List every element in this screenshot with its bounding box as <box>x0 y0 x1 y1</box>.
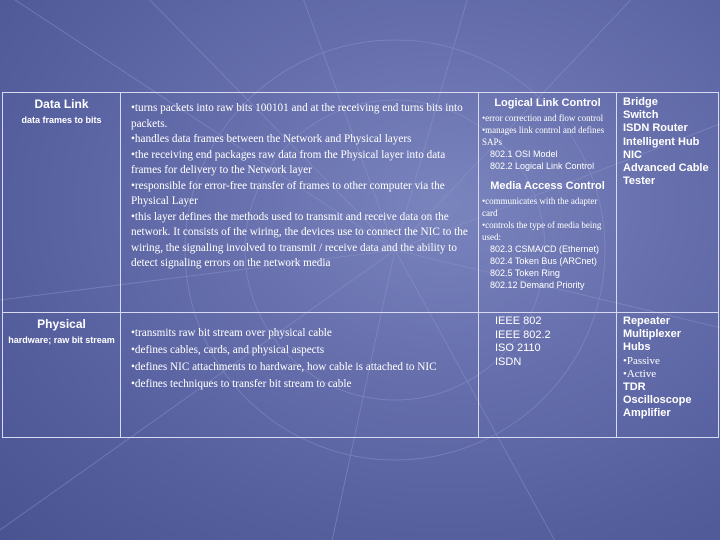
list-item: Amplifier <box>623 407 671 420</box>
sublayer-title: Logical Link Control <box>494 97 601 109</box>
description-cell <box>121 93 479 313</box>
devices-cell <box>617 93 719 313</box>
list-item: Hubs <box>623 341 651 354</box>
description-list <box>131 101 474 272</box>
list-item: Multiplexer <box>623 328 682 341</box>
list-item: • communicates with the adapter card <box>482 195 613 219</box>
list-item: • responsible for error-free transfer of frames to other computer via the Physical Layer <box>131 179 474 210</box>
standards-cell <box>479 313 617 438</box>
list-item: Oscilloscope <box>623 394 692 407</box>
standards-list <box>482 148 613 172</box>
list-item: IEEE 802 <box>495 315 542 327</box>
layer-name: Physical <box>37 317 86 331</box>
list-item: ISO 2110 <box>495 342 541 354</box>
list-item: • turns packets into raw bits 100101 and at the receiving end turns bits into packets. <box>131 101 474 132</box>
layer-subtitle: data frames to bits <box>21 115 102 125</box>
list-item: NIC <box>623 148 642 161</box>
layer-subtitle: hardware; raw bit stream <box>8 335 115 345</box>
list-item: IEEE 802.2 <box>495 328 551 341</box>
standards-list <box>482 243 613 291</box>
devices-cell <box>617 313 719 438</box>
list-item: • handles data frames between the Network and Physical layers <box>131 132 474 148</box>
list-item: TDR <box>623 381 646 394</box>
table-row-physical <box>3 313 719 438</box>
list-item: 802.3 CSMA/CD (Ethernet) <box>490 244 600 254</box>
sublayer-bullets <box>482 112 613 148</box>
list-item: • defines techniques to transfer bit stream to cable <box>131 376 474 393</box>
list-item: 802.5 Token Ring <box>490 268 560 278</box>
list-item: 802.4 Token Bus (ARCnet) <box>490 256 597 266</box>
list-item: ISDN <box>495 355 522 368</box>
list-item: Advanced Cable Tester <box>623 162 709 188</box>
devices-list <box>621 96 714 188</box>
sublayers-cell <box>479 93 617 313</box>
list-item: Switch <box>623 109 659 122</box>
list-item: 802.12 Demand Priority <box>490 280 585 290</box>
list-item: • defines cables, cards, and physical aspects <box>131 342 474 359</box>
sublayer-title: Media Access Control <box>490 180 605 192</box>
list-item: 802.2 Logical Link Control <box>490 161 595 171</box>
list-item: Repeater <box>623 315 671 327</box>
devices-list <box>621 315 714 421</box>
list-item: Bridge <box>623 96 658 108</box>
sublayer-bullets <box>482 195 613 243</box>
list-item: • defines NIC attachments to hardware, how cable is attached to NIC <box>131 359 474 376</box>
list-item: • controls the type of media being used: <box>482 219 613 243</box>
table-row-data-link <box>3 93 719 313</box>
layer-cell-physical <box>3 313 121 438</box>
osi-layers-table <box>2 92 719 438</box>
list-item: • Active <box>623 368 714 381</box>
standards-list <box>483 315 612 369</box>
list-item: ISDN Router <box>623 122 688 135</box>
layer-name: Data Link <box>34 97 89 111</box>
list-item: • manages link control and defines SAPs <box>482 124 613 148</box>
list-item: 802.1 OSI Model <box>490 149 558 159</box>
list-item: • this layer defines the methods used to transmit and receive data on the network. It consists of the wiring, the devices use to connect the NIC to the wiring, the signaling involved to transmit / receive data and the ability to detect signaling errors on the network media <box>131 210 474 272</box>
list-item: • error correction and flow control <box>482 112 613 124</box>
list-item: • the receiving end packages raw data from the Physical layer into data frames for delivery to the Network layer <box>131 148 474 179</box>
description-cell <box>121 313 479 438</box>
layer-cell-data-link <box>3 93 121 313</box>
list-item: • transmits raw bit stream over physical cable <box>131 325 474 342</box>
description-list <box>131 325 474 393</box>
list-item: Intelligent Hub <box>623 135 700 148</box>
list-item: • Passive <box>623 355 714 368</box>
